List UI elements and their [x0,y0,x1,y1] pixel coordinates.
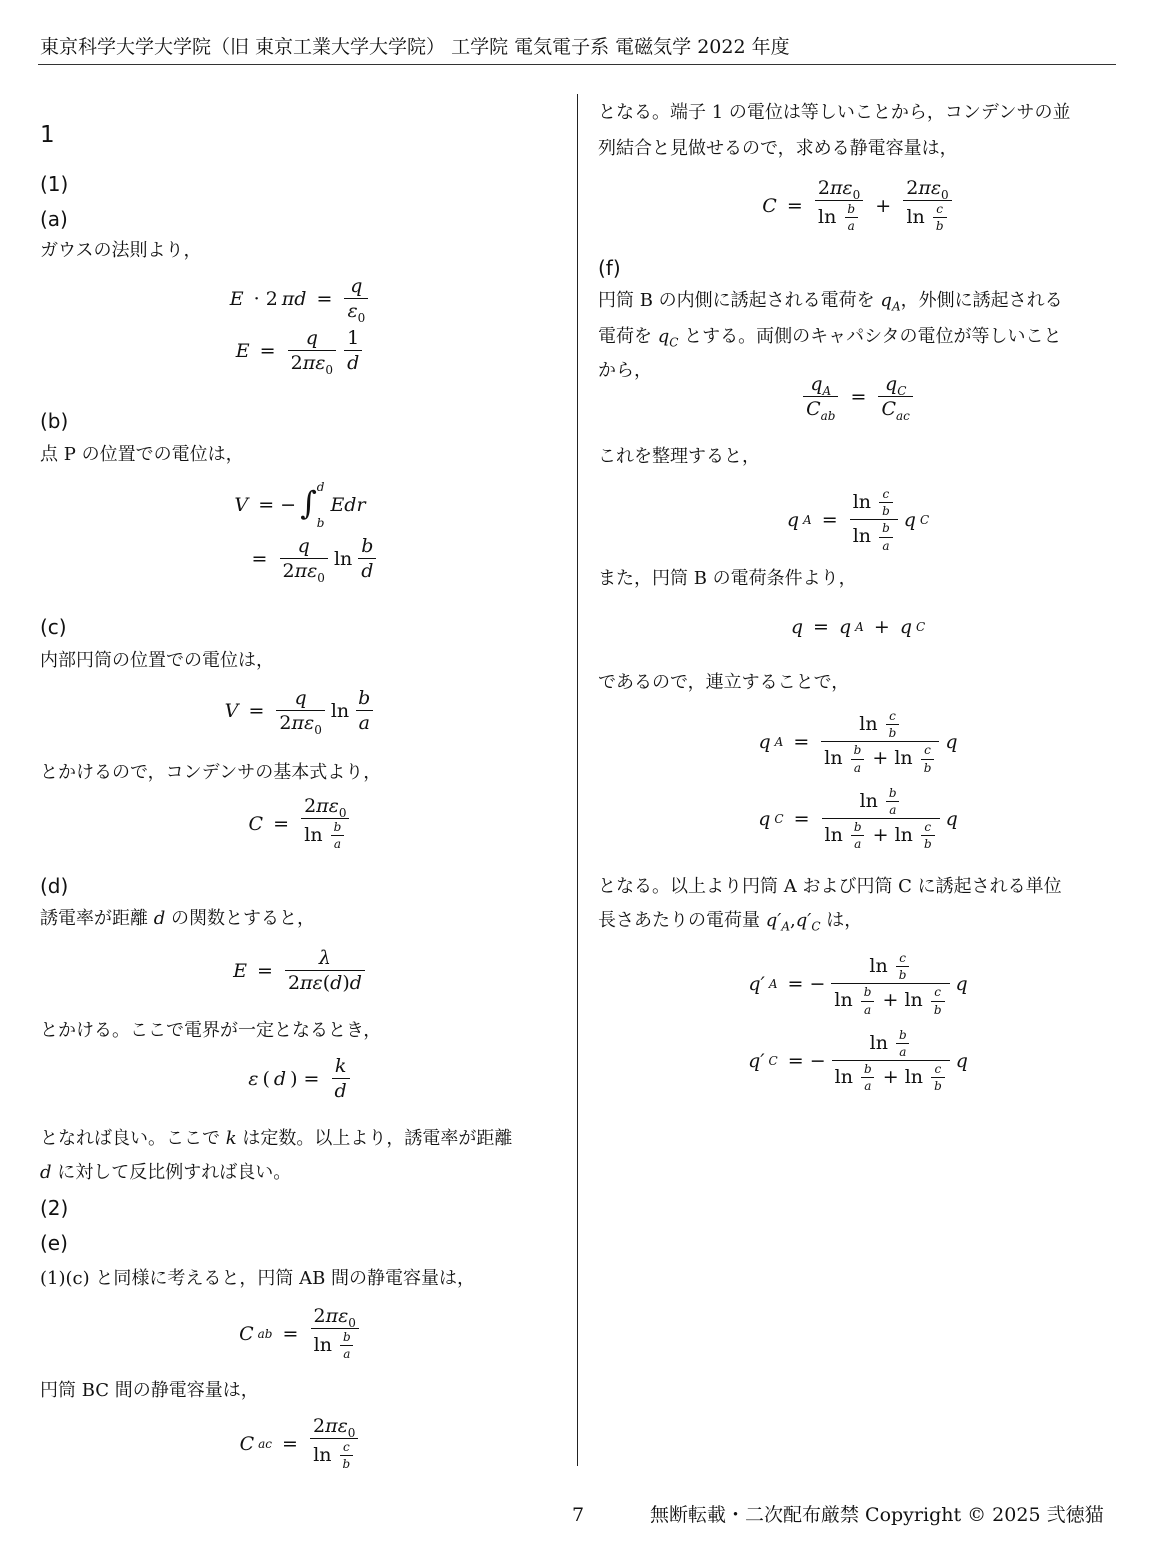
label-d: (d) [40,874,69,898]
label-part-2: (2) [40,1196,69,1220]
eq-field-lambda: E = $\frac{\lambda}{2\pi\varepsilon(d)d}$ [233,948,367,994]
eq-qc-solution: q C = ln $\frac{b}{a}$ ln $\frac{b}{a}$ + ln $\frac{c}{b}$ q [758,785,958,852]
text-e1: (1)(c) と同様に考えると，円筒 AB 間の静電容量は， [40,1268,476,1289]
label-e: (e) [40,1231,68,1255]
text-d1-post: の関数とすると， [165,908,315,929]
text-d4-post: に対して反比例すれば良い。 [51,1162,292,1183]
eq-permittivity: ε ( d ) = $\frac{k}{d}$ [248,1056,351,1102]
eq-potential-balance: $\frac{q_A}{C_{ab}}$ = $\frac{q_C}{C_{ac}}$ [801,374,915,420]
label-a: (a) [40,207,68,231]
copyright-notice: 無断転載・二次配布厳禁 Copyright © 2025 弐徳猫 [650,1504,1104,1526]
text-e3: となる。端子 1 の電位は等しいことから，コンデンサの並 [598,102,1071,123]
equations-f2 [598,488,1118,553]
equations-f3 [598,616,1118,638]
page-header: 東京科学大学大学院（旧 東京工業大学大学院） 工学院 電気電子系 電磁気学 2022 年度 [40,36,790,58]
text-e2: 円筒 BC 間の静電容量は， [40,1380,259,1401]
eq-inner-potential: V = $\frac{q}{2\pi\varepsilon_0}$ ln $\frac{b}{a}$ [225,688,376,734]
equations-d1 [40,948,560,994]
equations-b [40,480,560,585]
equations-f4 [598,710,1118,852]
text-d3-post: は定数。以上より，誘電率が距離 [236,1128,513,1149]
eq-potential-result: = $\frac{q}{2\pi\varepsilon_0}$ ln $\frac{b}{d}$ [252,536,379,582]
text-d3-pre: となれば良い。ここで [40,1128,226,1149]
text-c1: 内部円筒の位置での電位は， [40,650,274,671]
equations-e1 [40,1306,560,1361]
equations-f5 [598,952,1118,1094]
text-b1-pre: 点 [40,444,64,465]
equations-e3 [598,178,1118,233]
text-f5: また，円筒 B の電荷条件より， [598,568,857,589]
equations-e2 [40,1416,560,1471]
eq-c-total: C = $2\pi\varepsilon_0$ ln $\frac{b}{a}$ + $2\pi\varepsilon_0$ ln $\frac{c}{b}$ [762,178,953,233]
text-f2-post: とする。両側のキャパシタの電位が等しいこと [678,326,1062,347]
label-b: (b) [40,409,69,433]
text-e4: 列結合と見做せるので，求める静電容量は， [598,138,958,159]
var-qa: $q_A$ [880,290,901,314]
text-f2 [598,320,1061,353]
label-f: (f) [598,256,621,280]
var-qc: $q_C$ [657,326,679,350]
header-rule [38,64,1116,65]
var-d: d [153,908,166,929]
eq-cac: C ac = $2\pi\varepsilon_0$ ln $\frac{c}{b}$ [240,1416,361,1471]
page-number: 7 [572,1504,585,1526]
text-f4: これを整理すると， [598,446,760,467]
eq-charge-sum: q = q A + q C [790,616,926,638]
equations-f1 [598,373,1118,423]
text-f3: から， [598,360,652,381]
text-f8-post: は， [820,910,863,931]
equations-d2 [40,1056,560,1102]
label-c: (c) [40,615,67,639]
text-f8 [598,904,862,937]
problem-number: 1 [40,122,55,148]
text-d4 [40,1156,291,1189]
text-f6: であるので，連立することで， [598,672,850,693]
text-f1 [598,284,1063,317]
eq-field: E = $\frac{q}{2\pi\varepsilon_0}$ $\frac{1}{d}$ [236,328,364,374]
text-f1-post: ，外側に誘起される [900,290,1063,311]
text-b1-point: P [63,444,76,465]
text-b1 [40,438,244,471]
column-divider [577,94,578,1466]
text-d1 [40,902,315,935]
text-f7: となる。以上より円筒 A および円筒 C に誘起される単位 [598,876,1062,897]
var-k: k [225,1128,237,1149]
eq-qa-ratio: q A = ln $\frac{c}{b}$ ln $\frac{b}{a}$ q C [786,487,930,553]
eq-qc-prime: q′ C = − ln $\frac{b}{a}$ ln $\frac{b}{a}$ + ln $\frac{c}{b}$ q [748,1027,968,1094]
eq-qa-solution: q A = ln $\frac{c}{b}$ ln $\frac{b}{a}$ + ln $\frac{c}{b}$ q [758,709,958,775]
equations-a [40,275,560,377]
eq-cab: C ab = $2\pi\varepsilon_0$ ln $\frac{b}{a}$ [239,1306,361,1361]
text-c2: とかけるので，コンデンサの基本式より， [40,762,382,783]
equations-c1 [40,687,560,737]
text-b1-post: の位置での電位は， [75,444,244,465]
eq-qa-prime: q′ A = − ln $\frac{c}{b}$ ln $\frac{b}{a}$ + ln $\frac{c}{b}$ q [748,951,968,1017]
text-a1: ガウスの法則より， [40,240,202,261]
eq-gauss: E · 2 πd = $\frac{q}{\varepsilon_0}$ [230,276,371,322]
text-d3 [40,1122,512,1155]
label-part-1: (1) [40,172,69,196]
text-d2: とかける。ここで電界が一定となるとき， [40,1020,382,1041]
eq-potential-integral: V = − ∫ d b Edr [234,480,366,530]
text-f1-pre: 円筒 B の内側に誘起される電荷を [598,290,881,311]
equations-c2 [40,796,560,851]
var-qa-qc-prime: $q'_A,q'_C$ [765,910,821,934]
text-d1-pre: 誘電率が距離 [40,908,154,929]
eq-capacitance: C = $2\pi\varepsilon_0$ ln $\frac{b}{a}$ [249,796,352,851]
var-d2: d [40,1162,52,1183]
text-f8-pre: 長さあたりの電荷量 [598,910,766,931]
text-f2-pre: 電荷を [598,326,658,347]
